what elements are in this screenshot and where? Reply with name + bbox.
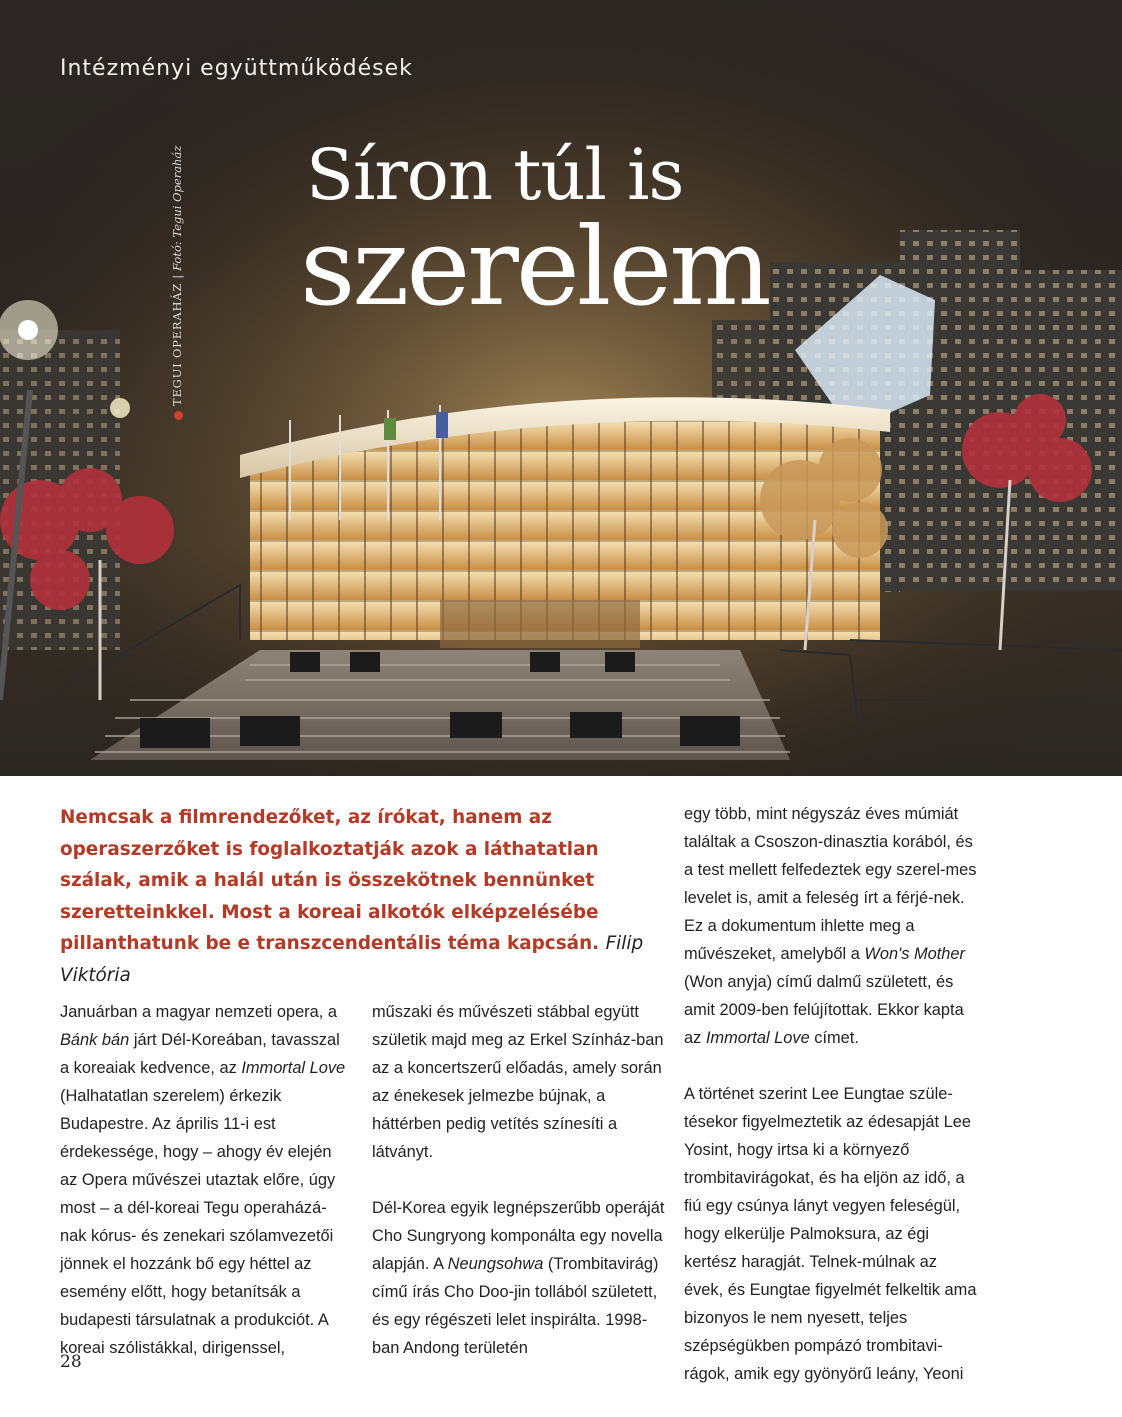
page-number: 28 <box>60 1352 82 1372</box>
section-label: Intézményi együttműködések <box>60 56 413 81</box>
paragraph <box>60 998 352 1362</box>
lead-paragraph <box>60 802 660 991</box>
body-column-1 <box>60 998 352 1362</box>
text-run: Dél-Korea egyik legnépszerűbb operáját Cho Sungryong komponálta egy novella alapján. A <box>372 1199 665 1273</box>
page-title-line2: szerelem <box>300 205 769 330</box>
author-name: Filip Viktória <box>60 933 644 986</box>
photo-credit <box>164 142 194 422</box>
text-run: járt Dél-Koreában, tavasszal a koreaiak kedvence, az <box>60 1031 340 1077</box>
credit-venue: TEGUI OPERAHÁZ <box>170 282 184 406</box>
credit-dot-icon <box>174 411 183 420</box>
credit-photographer: Fotó: Tegui Operaház <box>170 145 184 271</box>
opera-title: Won's Mother <box>864 945 965 963</box>
page-title-line1: Síron túl is <box>306 134 684 216</box>
opera-title: Bánk bán <box>60 1031 130 1049</box>
text-run: Januárban a magyar nemzeti opera, a <box>60 1003 337 1021</box>
credit-separator: | <box>170 274 184 279</box>
text-run: (Won anyja) című dalmű született, és amit 2009-ben felújítottak. Ekkor kapta az <box>684 973 964 1047</box>
opera-title: Immortal Love <box>241 1059 346 1077</box>
text-run: egy több, mint négyszáz éves múmiát találtak a Csoszon-dinasztia korából, és a test mellett felfedeztek egy szerel-mes levelet is, amit a feleség írt a férjé-nek. Ez a dokumentum ihlette meg a művészeket, amelyből a <box>684 805 977 963</box>
paragraph <box>684 800 980 1052</box>
text-run: (Trombitavirág) című írás Cho Doo-jin tollából született, és egy régészeti lelet inspirálta. 1998-ban Andong területén <box>372 1255 659 1357</box>
text-run: címet. <box>809 1029 859 1047</box>
opera-title: Immortal Love <box>705 1029 810 1047</box>
paragraph: műszaki és művészeti stábbal együtt születik majd meg az Erkel Színház-ban az a koncertszerű előadás, amely során az énekesek jelmezbe bújnak, a háttérben pedig vetítés színesíti a látványt. <box>372 1003 664 1161</box>
body-column-3 <box>684 800 980 1388</box>
text-run: (Halhatatlan szerelem) érkezik Budapestre. Az április 11-i est érdekessége, hogy – ahogy év elején az Opera művészei utaztak előre, úgy most – a dél-koreai Tegu operaházá-nak kórus- és zenekari szólamvezetői jönnek el hozzánk bő egy héttel az esemény előtt, hogy betanítsák a budapesti társulatnak a produkciót. A koreai szólistákkal, dirigenssel, <box>60 1087 336 1357</box>
story-title: Neungsohwa <box>447 1255 544 1273</box>
paragraph: A történet szerint Lee Eungtae szüle-tésekor figyelmeztetik az édesapját Lee Yosint, hogy irtsa ki a környező trombitavirágokat, és ha eljön az idő, a fiú egy csúnya lányt vegyen feleségül, hogy elkerülje Palmoksura, az égi kertész haragját. Telnek-múlnak az évek, és Eungtae figyelmét felkeltik ama bizonyos le nem nyesett, teljes szépségükben pompázó trombitavi-rágok, amik egy gyönyörű leány, Yeoni <box>684 1085 977 1383</box>
body-column-2 <box>372 998 668 1362</box>
lead-text: Nemcsak a filmrendezőket, az írókat, hanem az operaszerzőket is foglalkoztatják azok a láthatatlan szálak, amik a halál után is összekötnek bennünket szeretteinkkel. Most a koreai alkotók elképzelésébe pillanthatunk be e transzcendentális téma kapcsán. <box>60 807 600 954</box>
paragraph <box>372 1194 668 1362</box>
